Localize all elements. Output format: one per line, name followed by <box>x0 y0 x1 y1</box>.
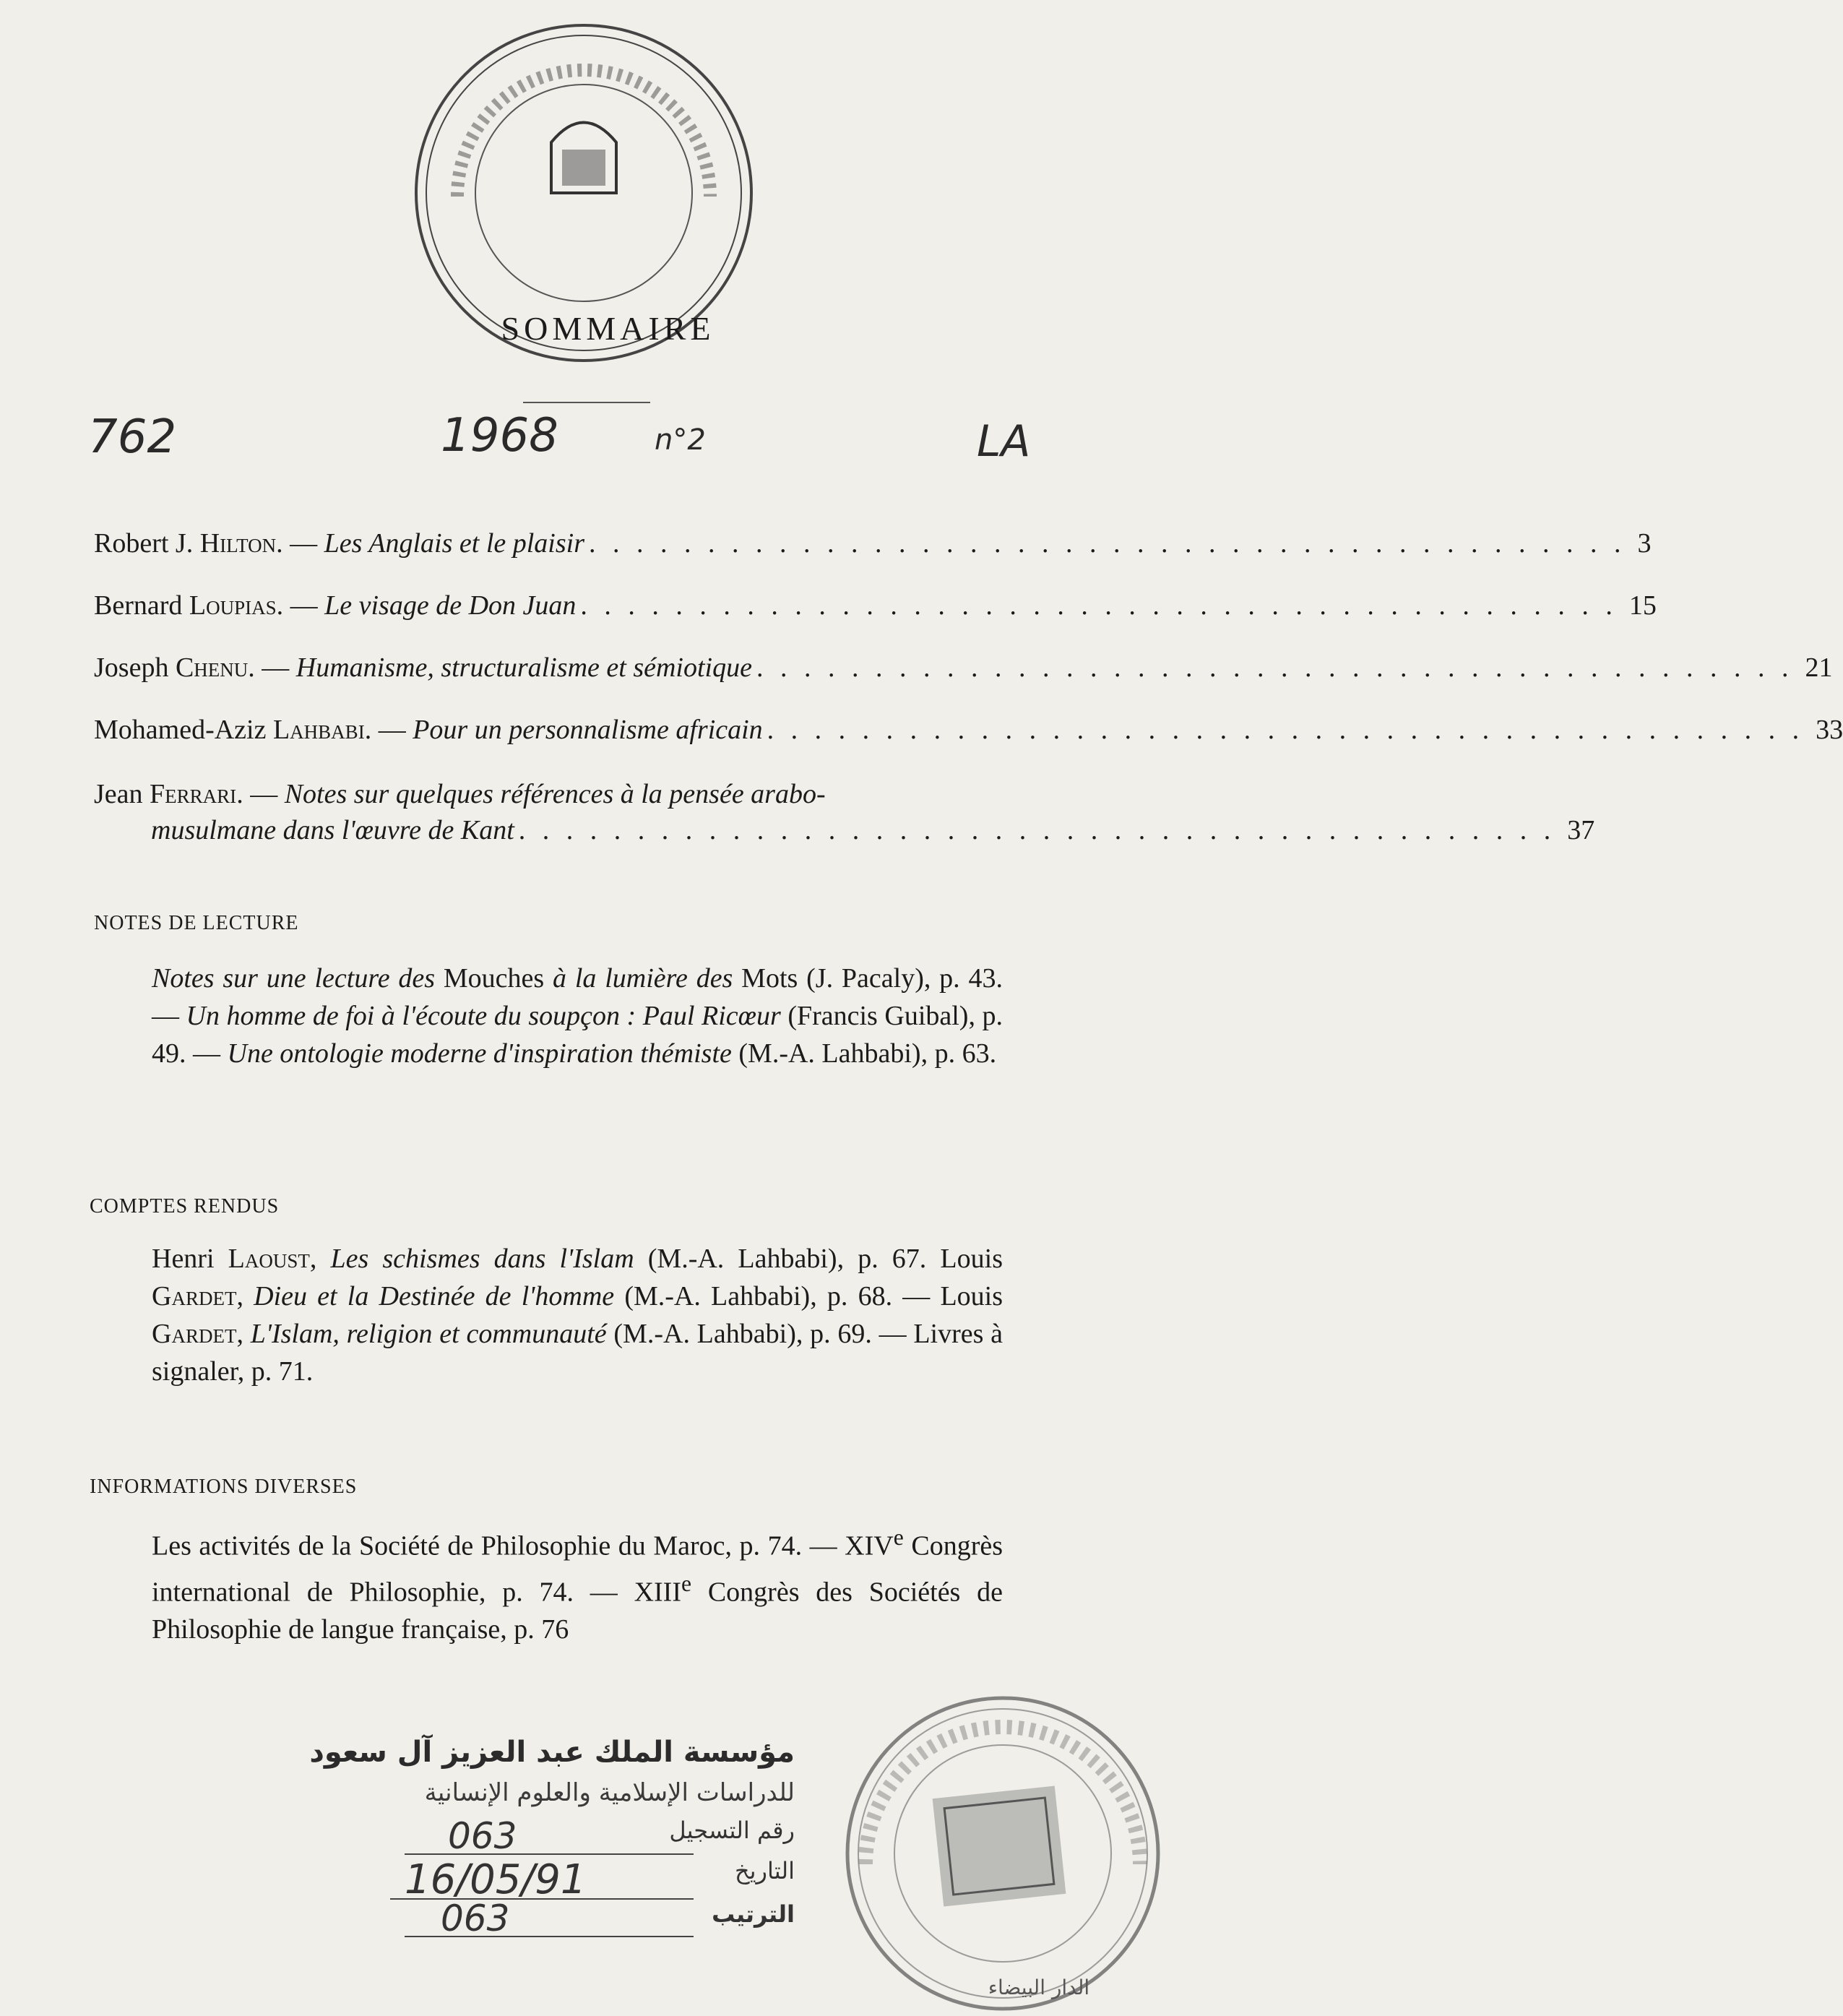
toc-title: Le visage de Don Juan <box>324 590 577 621</box>
toc-title: Humanisme, structuralisme et sémiotique <box>295 652 752 683</box>
text-run: Laoust <box>228 1244 310 1274</box>
toc-page: 37 <box>1567 815 1595 845</box>
text-run: (J. Pacaly), p. 43. — <box>152 963 1003 1031</box>
toc-separator: . — <box>236 779 285 809</box>
toc-entry <box>94 590 1657 630</box>
text-run: , <box>236 1281 254 1311</box>
stamp-reg-value: 063 <box>448 1815 517 1857</box>
toc-separator: . — <box>248 652 296 683</box>
text-run: , <box>309 1244 331 1274</box>
toc-title: Pour un personnalisme africain <box>413 715 763 745</box>
text-run: Congrès international de Philosophie, p. 74. — XIII <box>152 1530 1003 1608</box>
stamp-class-value: 063 <box>441 1897 510 1939</box>
toc-page: 3 <box>1637 528 1652 559</box>
section-heading-reviews: COMPTES RENDUS <box>90 1195 280 1218</box>
text-run: Congrès des Sociétés de Philosophie de langue française, p. 76 <box>152 1577 1003 1645</box>
toc-author-first: Jean <box>94 779 150 809</box>
page-title: SOMMAIRE <box>501 310 715 347</box>
toc-leader: . . . . . . . . . . . . . . . . . . . . . . . . . . . . . . . . . . . . . . . . . . . . <box>767 715 1805 745</box>
notes-paragraph <box>152 960 1003 1072</box>
stamp-reg-label: رقم التسجيل <box>669 1817 795 1844</box>
library-seal-bottom <box>822 1684 1183 2016</box>
toc-title: Notes sur quelques références à la pensée arabo- <box>284 779 826 809</box>
toc-separator: . — <box>276 528 324 559</box>
section-heading-notes: NOTES DE LECTURE <box>94 912 299 934</box>
toc-leader: . . . . . . . . . . . . . . . . . . . . . . . . . . . . . . . . . . . . . . . . . . . . <box>518 815 1556 845</box>
superscript: e <box>681 1570 692 1596</box>
toc-author-last: Chenu <box>175 652 249 683</box>
text-run: Un homme de foi à l'écoute du soupçon : Paul Ricœur <box>186 1001 781 1031</box>
title-divider <box>523 402 650 403</box>
handwritten-number: n°2 <box>655 423 706 457</box>
toc-author-first: Robert J. <box>94 528 200 559</box>
reviews-paragraph <box>152 1240 1003 1390</box>
text-run: Notes sur une lecture des <box>152 963 444 994</box>
toc-author-first: Joseph <box>94 652 176 683</box>
toc-author-last: Lahbabi <box>272 715 365 745</box>
text-run: Louis <box>926 1244 1003 1274</box>
toc-leader: . . . . . . . . . . . . . . . . . . . . . . . . . . . . . . . . . . . . . . . . . . . . <box>589 528 1626 559</box>
stamp-library-subtitle: للدراسات الإسلامية والعلوم الإنسانية <box>424 1778 795 1807</box>
text-run: Dieu et la Destinée de l'homme <box>254 1281 615 1311</box>
toc-leader: . . . . . . . . . . . . . . . . . . . . . . . . . . . . . . . . . . . . . . . . . . . . <box>756 652 1794 683</box>
handwritten-right-note: LA <box>977 416 1031 467</box>
toc-author-last: Loupias <box>189 590 277 621</box>
text-run: Louis <box>940 1281 1003 1311</box>
toc-author-first: Mohamed-Aziz <box>94 715 273 745</box>
text-run: Gardet <box>152 1319 237 1349</box>
stamp-date-label: التاريخ <box>734 1857 795 1884</box>
text-run: Mouches <box>443 963 545 994</box>
text-run: (M.-A. Lahbabi), p. 63. <box>731 1038 997 1069</box>
text-run: (M.-A. Lahbabi), p. 68. — <box>614 1281 941 1311</box>
text-run: Mots <box>741 963 798 994</box>
text-run: Les activités de la Société de Philosophie du Maroc, p. 74. — XIV <box>152 1530 894 1561</box>
text-run: Gardet <box>152 1281 237 1311</box>
text-run: Les schismes dans l'Islam <box>330 1244 634 1274</box>
toc-entry <box>94 776 1595 848</box>
text-run: à la lumière des <box>544 963 742 994</box>
stamp-date-value: 16/05/91 <box>405 1856 587 1903</box>
toc-title-continued: musulmane dans l'œuvre de Kant <box>151 815 514 845</box>
toc-title: Les Anglais et le plaisir <box>324 528 584 559</box>
toc-separator: . — <box>364 715 413 745</box>
table-of-contents <box>94 527 1843 870</box>
stamp-library-name: مؤسسة الملك عبد العزيز آل سعود <box>309 1736 795 1769</box>
text-run: (Francis Guibal), p. 49. — <box>152 1001 1003 1069</box>
toc-entry <box>94 527 1652 568</box>
text-run: L'Islam, religion et communauté <box>250 1319 607 1349</box>
toc-page: 15 <box>1628 590 1657 621</box>
toc-author-first: Bernard <box>94 590 189 621</box>
toc-entry <box>94 714 1843 754</box>
handwritten-left-note: 762 <box>88 410 177 464</box>
text-run: Henri <box>152 1244 228 1274</box>
superscript: e <box>893 1525 904 1550</box>
text-run: Une ontologie moderne d'inspiration thémiste <box>227 1038 732 1069</box>
toc-author-last: Hilton <box>199 528 277 559</box>
toc-author-last: Ferrari <box>150 779 237 809</box>
toc-page: 33 <box>1816 715 1843 745</box>
text-run: , <box>236 1319 251 1349</box>
text-run: (M.-A. Lahbabi), p. 69. — Livres à signaler, p. 71. <box>152 1319 1003 1387</box>
stamp-class-label: الترتيب <box>712 1900 795 1928</box>
section-heading-information: INFORMATIONS DIVERSES <box>90 1476 358 1498</box>
toc-leader: . . . . . . . . . . . . . . . . . . . . . . . . . . . . . . . . . . . . . . . . . . . . <box>580 590 1618 621</box>
toc-separator: . — <box>276 590 325 621</box>
stamp-city: الدار البيضاء <box>988 1976 1090 1999</box>
text-run: (M.-A. Lahbabi), p. 67. <box>634 1244 927 1274</box>
registration-stamp <box>309 1726 824 1942</box>
toc-entry <box>94 652 1833 692</box>
toc-page: 21 <box>1805 652 1833 683</box>
handwritten-year: 1968 <box>441 409 558 462</box>
information-paragraph <box>152 1519 1003 1648</box>
